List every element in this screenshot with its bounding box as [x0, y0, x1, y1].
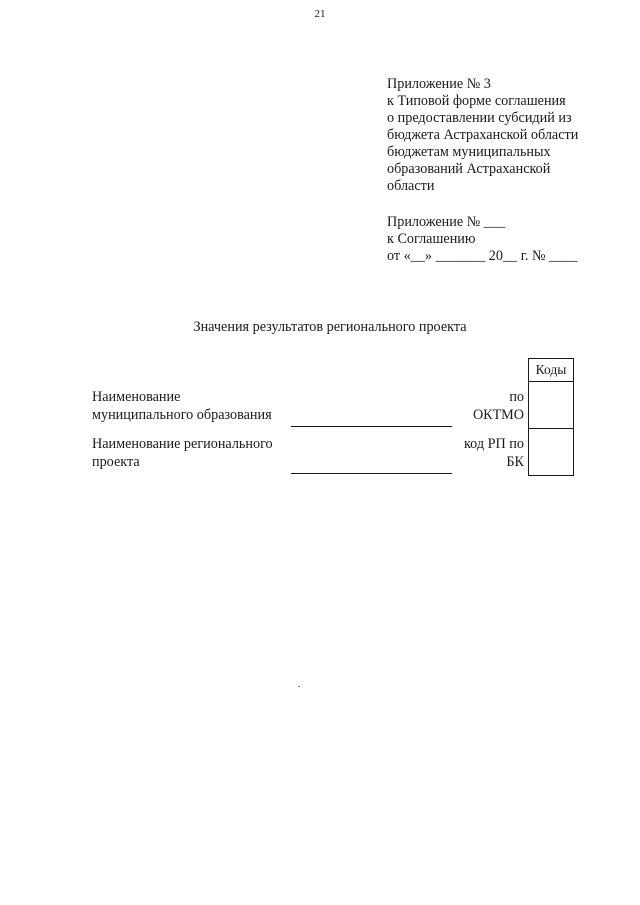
project-name-field[interactable] [291, 473, 452, 474]
oktmo-label-line1: по [509, 389, 524, 405]
document-title: Значения результатов регионального проекта [193, 319, 467, 335]
municipality-label-line2: муниципального образования [92, 407, 272, 423]
oktmo-label-line2: ОКТМО [472, 407, 524, 423]
codes-table [528, 358, 574, 476]
rp-code-label-line1: код РП по [464, 436, 524, 452]
oktmo-code-cell[interactable] [529, 382, 574, 429]
scan-speck [298, 686, 300, 687]
appendix-line: образований Астраханской [387, 161, 551, 177]
codes-header: Коды [529, 359, 574, 382]
appendix-line: бюджетам муниципальных [387, 144, 551, 160]
appendix-line: области [387, 178, 435, 194]
page-number: 21 [314, 8, 326, 20]
appendix-header [387, 76, 578, 195]
agreement-line: Приложение № ___ [387, 214, 506, 230]
project-label-line1: Наименование регионального [92, 436, 273, 452]
rp-code-cell[interactable] [529, 429, 574, 476]
appendix-line: Приложение № 3 [387, 76, 491, 92]
rp-code-label-line2: БК [506, 454, 524, 470]
agreement-reference [387, 214, 577, 265]
appendix-line: к Типовой форме соглашения [387, 93, 566, 109]
agreement-line: к Соглашению [387, 231, 476, 247]
agreement-line: от «__» _______ 20__ г. № ____ [387, 248, 578, 264]
municipality-name-field[interactable] [291, 426, 452, 427]
appendix-line: о предоставлении субсидий из [387, 110, 572, 126]
project-label-line2: проекта [92, 454, 140, 470]
municipality-label-line1: Наименование [92, 389, 181, 405]
appendix-line: бюджета Астраханской области [387, 127, 579, 143]
